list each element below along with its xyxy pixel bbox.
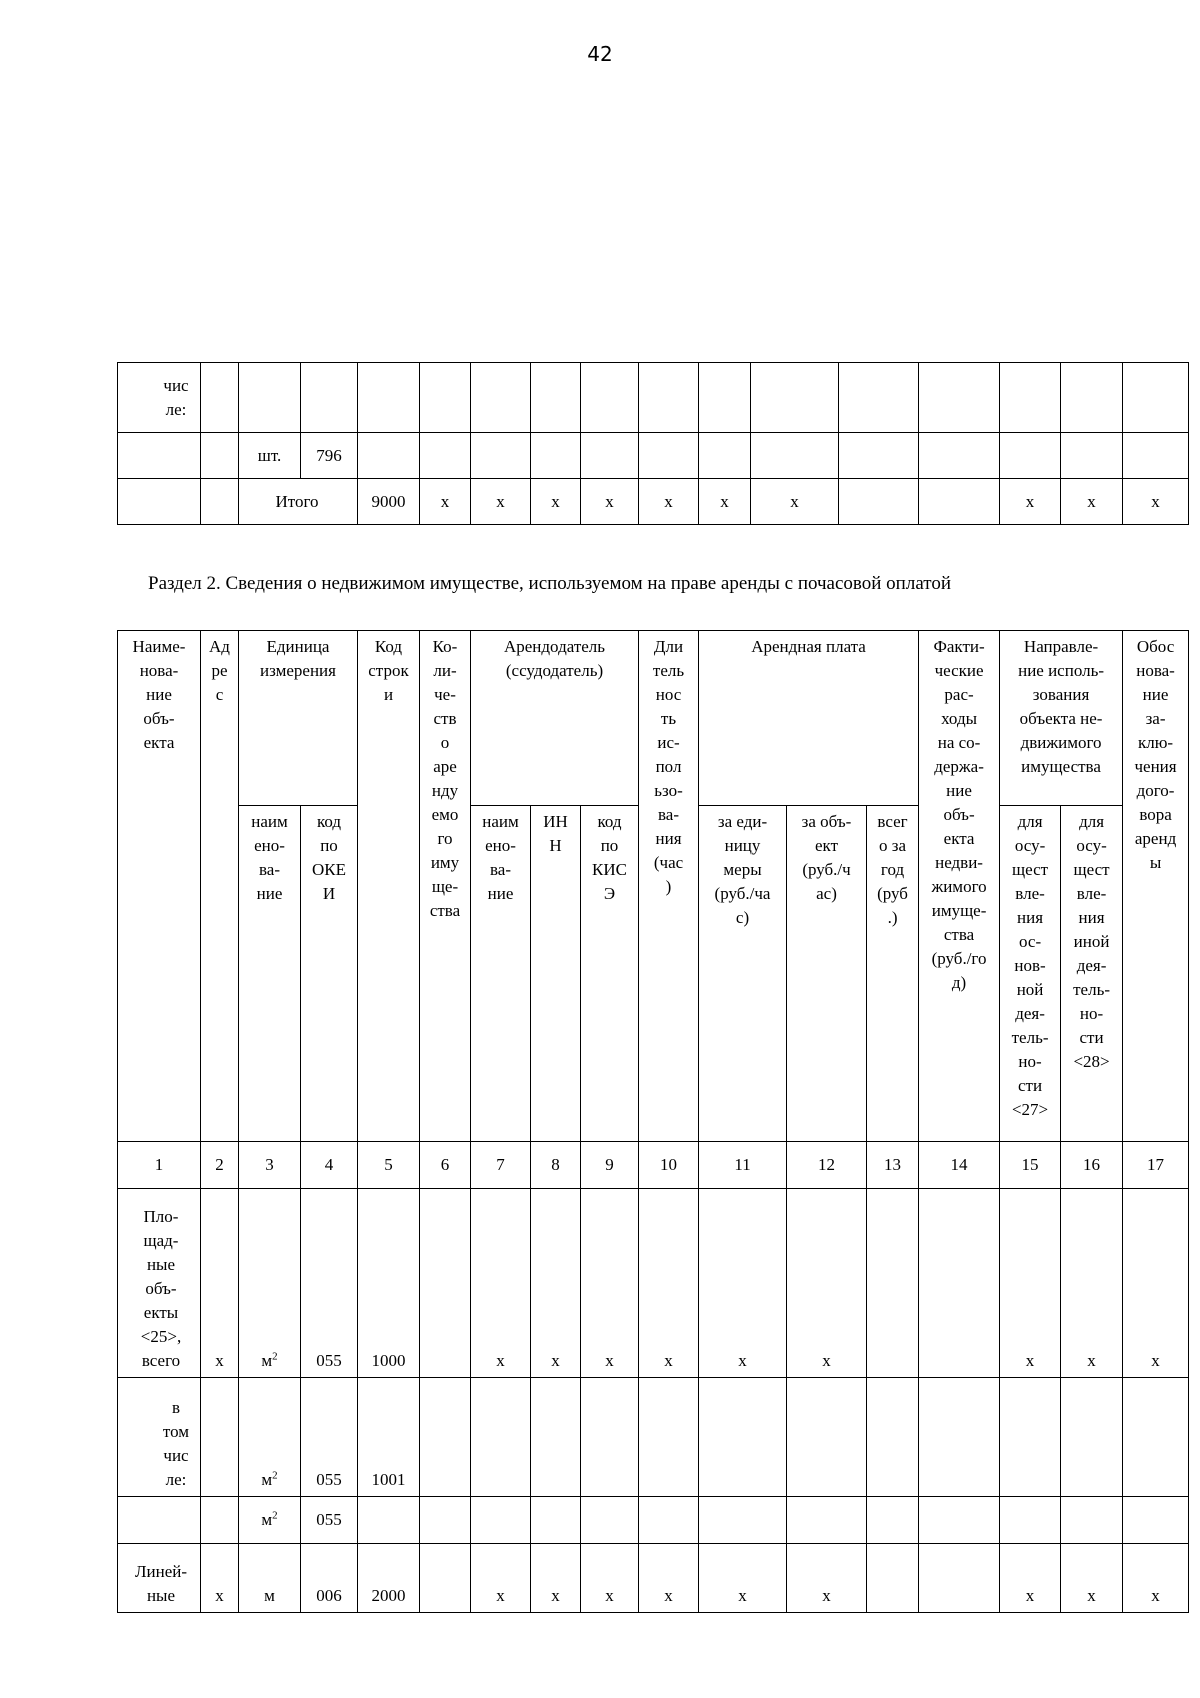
col-header-duration: Дли тель нос ть ис- пол ьзо- ва- ния (час )	[639, 631, 699, 1142]
table-cell	[919, 479, 1000, 525]
table-cell	[531, 363, 581, 433]
col-header-kise-code: код по КИС Э	[581, 806, 639, 1142]
table-cell	[639, 363, 699, 433]
col-header-row-code: Код строк и	[358, 631, 420, 1142]
table-cell	[919, 1544, 1000, 1613]
table-cell	[787, 1378, 867, 1497]
table-cell: x	[1123, 1189, 1189, 1378]
table-cell	[699, 1378, 787, 1497]
table-cell: x	[471, 1544, 531, 1613]
table-cell	[581, 1497, 639, 1544]
table-cell: Линей- ные	[118, 1544, 201, 1613]
table-cell	[201, 1497, 239, 1544]
table-cell	[1123, 363, 1189, 433]
col-header-lessor: Арендодатель (ссудодатель)	[471, 631, 639, 806]
table-cell	[919, 1189, 1000, 1378]
table-cell	[471, 363, 531, 433]
table-cell	[420, 363, 471, 433]
table-cell: 1000	[358, 1189, 420, 1378]
table-cell	[201, 1378, 239, 1497]
table-cell	[358, 1497, 420, 1544]
table-cell: x	[471, 1189, 531, 1378]
col-header-main-activity: для осу- щест вле- ния ос- нов- ной дея- тель- но- сти <27>	[1000, 806, 1061, 1142]
table-cell	[919, 363, 1000, 433]
table-cell: $м^2$	[239, 1497, 301, 1544]
table-cell	[471, 1378, 531, 1497]
col-header-per-unit: за еди- ницу меры (руб./ча с)	[699, 806, 787, 1142]
table-cell: 055	[301, 1497, 358, 1544]
table-cell	[1061, 363, 1123, 433]
table-cell	[639, 1497, 699, 1544]
column-number: 1	[118, 1142, 201, 1189]
table-cell	[420, 1189, 471, 1378]
col-header-justification: Обос нова- ние за- клю- чения дого- вора аренд ы	[1123, 631, 1189, 1142]
section-title: Раздел 2. Сведения о недвижимом имуществе, используемом на праве аренды с почасовой оплатой	[148, 573, 951, 594]
table-cell	[420, 1378, 471, 1497]
column-number: 2	[201, 1142, 239, 1189]
table-cell: x	[787, 1544, 867, 1613]
table-cell	[867, 1189, 919, 1378]
table-cell	[420, 433, 471, 479]
table-cell	[867, 1544, 919, 1613]
table-row	[118, 433, 1189, 479]
column-number: 13	[867, 1142, 919, 1189]
table-cell	[699, 433, 751, 479]
table-cell: x	[201, 1189, 239, 1378]
table-cell: шт.	[239, 433, 301, 479]
table-cell: x	[1123, 1544, 1189, 1613]
table-cell: x	[581, 1544, 639, 1613]
table-cell	[301, 363, 358, 433]
table-cell: 1001	[358, 1378, 420, 1497]
table-cell	[118, 1497, 201, 1544]
table-cell: x	[787, 1189, 867, 1378]
table-cell	[358, 363, 420, 433]
column-number-row	[118, 1142, 1189, 1189]
table-cell: 055	[301, 1378, 358, 1497]
table-cell: x	[1000, 479, 1061, 525]
table-cell: x	[639, 1544, 699, 1613]
column-number: 9	[581, 1142, 639, 1189]
table-cell	[1061, 1497, 1123, 1544]
table-cell	[239, 363, 301, 433]
col-header-object-name: Наиме- нова- ние объ- екта	[118, 631, 201, 1142]
table-cell	[1123, 1378, 1189, 1497]
table-section2	[117, 630, 1189, 1613]
column-number: 10	[639, 1142, 699, 1189]
table-cell: 2000	[358, 1544, 420, 1613]
table-cell: x	[1061, 1189, 1123, 1378]
table-cell: x	[639, 479, 699, 525]
table-cell: x	[531, 1189, 581, 1378]
table-section1-continuation	[117, 362, 1189, 525]
col-header-other-activity: для осу- щест вле- ния иной дея- тель- но- сти <28>	[1061, 806, 1123, 1142]
table-cell	[751, 433, 839, 479]
table-cell	[1000, 363, 1061, 433]
table-cell: в том чис ле:	[118, 1378, 201, 1497]
table-cell: 796	[301, 433, 358, 479]
table-cell: x	[1000, 1544, 1061, 1613]
table-cell: 9000	[358, 479, 420, 525]
col-header-unit: Единица измерения	[239, 631, 358, 806]
column-number: 8	[531, 1142, 581, 1189]
column-number: 7	[471, 1142, 531, 1189]
table-cell	[1061, 433, 1123, 479]
col-header-direction: Направле- ние исполь- зования объекта не- движимого имущества	[1000, 631, 1123, 806]
table-cell	[699, 363, 751, 433]
column-number: 17	[1123, 1142, 1189, 1189]
table-cell	[471, 433, 531, 479]
table-cell: 006	[301, 1544, 358, 1613]
table-cell: x	[1061, 1544, 1123, 1613]
table-cell	[787, 1497, 867, 1544]
table-cell: x	[699, 1544, 787, 1613]
col-header-per-object: за объ- ект (руб./ч ас)	[787, 806, 867, 1142]
table-cell	[867, 1378, 919, 1497]
table-cell: x	[1000, 1189, 1061, 1378]
table-cell	[118, 479, 201, 525]
column-number: 16	[1061, 1142, 1123, 1189]
table-cell	[1123, 433, 1189, 479]
table-cell: x	[1123, 479, 1189, 525]
column-number: 6	[420, 1142, 471, 1189]
table-cell: x	[201, 1544, 239, 1613]
table-cell	[919, 1378, 1000, 1497]
col-header-rent: Арендная плата	[699, 631, 919, 806]
table-cell: x	[531, 1544, 581, 1613]
table-row	[118, 363, 1189, 433]
col-header-lessor-name: наим ено- ва- ние	[471, 806, 531, 1142]
table-cell	[581, 433, 639, 479]
table-cell	[839, 433, 919, 479]
table-cell	[839, 363, 919, 433]
table-cell: 055	[301, 1189, 358, 1378]
table-cell	[639, 433, 699, 479]
column-number: 3	[239, 1142, 301, 1189]
col-header-actual-costs: Факти- ческие рас- ходы на со- держа- ние объ- екта недви- жимого имуще- ства (руб./го д)	[919, 631, 1000, 1142]
table-cell	[201, 479, 239, 525]
table-cell	[919, 1497, 1000, 1544]
table-cell	[639, 1378, 699, 1497]
table-cell: x	[699, 1189, 787, 1378]
col-header-inn: ИН Н	[531, 806, 581, 1142]
col-header-total-year: всег о за год (руб .)	[867, 806, 919, 1142]
table-cell	[699, 1497, 787, 1544]
column-number: 15	[1000, 1142, 1061, 1189]
table-cell	[118, 433, 201, 479]
table-cell	[471, 1497, 531, 1544]
table-cell: x	[581, 479, 639, 525]
table-cell: $м^2$	[239, 1378, 301, 1497]
table-cell	[1123, 1497, 1189, 1544]
column-number: 14	[919, 1142, 1000, 1189]
table-cell	[839, 479, 919, 525]
column-number: 5	[358, 1142, 420, 1189]
column-number: 11	[699, 1142, 787, 1189]
table-cell: x	[531, 479, 581, 525]
table-cell: x	[581, 1189, 639, 1378]
table-cell	[1000, 433, 1061, 479]
table-cell	[581, 363, 639, 433]
table-cell	[581, 1378, 639, 1497]
table-cell	[1061, 1378, 1123, 1497]
col-header-quantity: Ко- ли- че- ств о аре нду емо го иму ще- ства	[420, 631, 471, 1142]
table-cell: x	[1061, 479, 1123, 525]
table-cell	[1000, 1497, 1061, 1544]
page-number: 42	[587, 42, 613, 66]
table-cell: Пло- щад- ные объ- екты <25>, всего	[118, 1189, 201, 1378]
table-cell	[201, 363, 239, 433]
table-cell	[201, 433, 239, 479]
table-row	[118, 1544, 1189, 1613]
table-cell: x	[751, 479, 839, 525]
table-cell: м	[239, 1544, 301, 1613]
table-cell: x	[699, 479, 751, 525]
table-cell: x	[471, 479, 531, 525]
table-cell: x	[639, 1189, 699, 1378]
table-cell	[867, 1497, 919, 1544]
table-cell	[531, 1378, 581, 1497]
table-cell: x	[420, 479, 471, 525]
table-cell	[358, 433, 420, 479]
table-cell	[420, 1544, 471, 1613]
column-number: 4	[301, 1142, 358, 1189]
table-cell	[531, 1497, 581, 1544]
table-row	[118, 1497, 1189, 1544]
table-cell	[1000, 1378, 1061, 1497]
table-row	[118, 1378, 1189, 1497]
table-cell	[751, 363, 839, 433]
table-row	[118, 1189, 1189, 1378]
table-cell	[420, 1497, 471, 1544]
col-header-unit-name: наим ено- ва- ние	[239, 806, 301, 1142]
table-row	[118, 479, 1189, 525]
table-cell: $м^2$	[239, 1189, 301, 1378]
total-label: Итого	[239, 479, 358, 525]
table-cell: чис ле:	[118, 363, 201, 433]
col-header-address: Ад ре с	[201, 631, 239, 1142]
table-cell	[919, 433, 1000, 479]
col-header-okei-code: код по ОКЕ И	[301, 806, 358, 1142]
table-cell	[531, 433, 581, 479]
column-number: 12	[787, 1142, 867, 1189]
table-header-row	[118, 631, 1189, 806]
